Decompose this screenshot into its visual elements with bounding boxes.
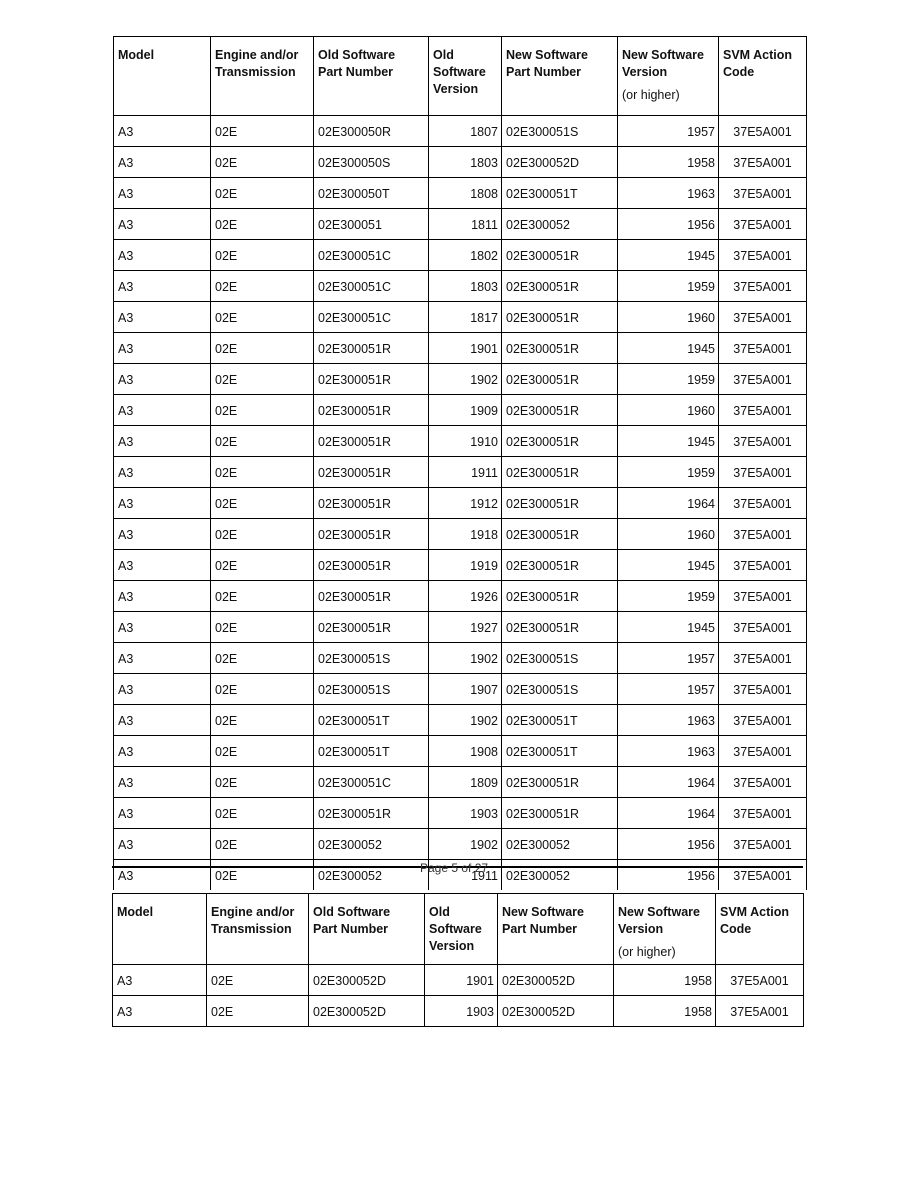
- cell-engine: 02E: [211, 612, 314, 643]
- cell-model: A3: [114, 550, 211, 581]
- software-table-part1: [113, 36, 807, 890]
- table-row: [114, 240, 807, 271]
- cell-svm-code: 37E5A001: [719, 519, 807, 550]
- cell-svm-code: 37E5A001: [719, 550, 807, 581]
- table-header-row: [114, 37, 807, 116]
- cell-new-version: 1964: [618, 798, 719, 829]
- cell-old-part: 02E300051S: [314, 643, 429, 674]
- cell-model: A3: [114, 581, 211, 612]
- cell-old-part: 02E300050T: [314, 178, 429, 209]
- cell-new-part: 02E300051R: [502, 550, 618, 581]
- cell-new-version: 1957: [618, 643, 719, 674]
- table-row: [114, 829, 807, 860]
- cell-old-version: 1902: [429, 643, 502, 674]
- cell-engine: 02E: [211, 705, 314, 736]
- header-engine: Engine and/or Transmission: [207, 894, 309, 965]
- cell-old-part: 02E300051S: [314, 674, 429, 705]
- cell-old-part: 02E300051R: [314, 457, 429, 488]
- cell-new-part: 02E300052: [502, 209, 618, 240]
- cell-model: A3: [114, 705, 211, 736]
- header-old-part: Old Software Part Number: [314, 37, 429, 116]
- cell-model: A3: [114, 612, 211, 643]
- cell-new-part: 02E300051R: [502, 333, 618, 364]
- cell-new-part: 02E300051T: [502, 705, 618, 736]
- table-row: [114, 519, 807, 550]
- cell-new-part: 02E300051S: [502, 643, 618, 674]
- header-old-version: Old Software Version: [425, 894, 498, 965]
- cell-new-version: 1958: [618, 147, 719, 178]
- cell-new-version: 1963: [618, 705, 719, 736]
- cell-svm-code: 37E5A001: [719, 736, 807, 767]
- cell-model: A3: [114, 829, 211, 860]
- cell-new-version: 1945: [618, 333, 719, 364]
- cell-new-version: 1963: [618, 736, 719, 767]
- table-row: [114, 426, 807, 457]
- cell-engine: 02E: [207, 996, 309, 1027]
- cell-svm-code: 37E5A001: [719, 798, 807, 829]
- cell-old-version: 1807: [429, 116, 502, 147]
- cell-new-part: 02E300051R: [502, 581, 618, 612]
- table-row: [114, 147, 807, 178]
- cell-old-version: 1809: [429, 767, 502, 798]
- cell-engine: 02E: [211, 643, 314, 674]
- cell-new-version: 1964: [618, 488, 719, 519]
- cell-new-part: 02E300052D: [498, 965, 614, 996]
- cell-model: A3: [114, 426, 211, 457]
- table-row: [113, 996, 804, 1027]
- cell-new-part: 02E300051T: [502, 178, 618, 209]
- table-body-part2: [113, 965, 804, 1027]
- cell-new-version: 1945: [618, 612, 719, 643]
- cell-new-version: 1959: [618, 581, 719, 612]
- cell-engine: 02E: [211, 829, 314, 860]
- cell-old-part: 02E300051: [314, 209, 429, 240]
- cell-old-version: 1918: [429, 519, 502, 550]
- cell-old-part: 02E300051R: [314, 426, 429, 457]
- cell-old-part: 02E300052D: [309, 996, 425, 1027]
- cell-old-part: 02E300052: [314, 829, 429, 860]
- header-old-version: Old Software Version: [429, 37, 502, 116]
- cell-new-part: 02E300051R: [502, 519, 618, 550]
- cell-model: A3: [114, 736, 211, 767]
- cell-new-version: 1959: [618, 364, 719, 395]
- cell-model: A3: [114, 147, 211, 178]
- cell-new-version: 1956: [618, 860, 719, 891]
- cell-model: A3: [113, 996, 207, 1027]
- table-row: [114, 612, 807, 643]
- cell-old-part: 02E300051R: [314, 550, 429, 581]
- header-new-version: New Software Version (or higher): [614, 894, 716, 965]
- cell-engine: 02E: [211, 860, 314, 891]
- cell-new-part: 02E300052: [502, 829, 618, 860]
- cell-new-version: 1958: [614, 996, 716, 1027]
- cell-old-version: 1927: [429, 612, 502, 643]
- cell-engine: 02E: [211, 240, 314, 271]
- cell-new-part: 02E300051S: [502, 116, 618, 147]
- cell-svm-code: 37E5A001: [719, 395, 807, 426]
- cell-svm-code: 37E5A001: [719, 209, 807, 240]
- cell-engine: 02E: [211, 457, 314, 488]
- cell-old-version: 1817: [429, 302, 502, 333]
- cell-svm-code: 37E5A001: [719, 581, 807, 612]
- cell-old-part: 02E300051T: [314, 736, 429, 767]
- cell-engine: 02E: [211, 116, 314, 147]
- cell-model: A3: [114, 240, 211, 271]
- cell-old-part: 02E300051C: [314, 767, 429, 798]
- cell-new-part: 02E300051R: [502, 798, 618, 829]
- cell-engine: 02E: [211, 395, 314, 426]
- table-row: [114, 705, 807, 736]
- page-footer-fragment: Page 5 of 27: [420, 861, 489, 875]
- cell-engine: 02E: [211, 519, 314, 550]
- cell-engine: 02E: [211, 271, 314, 302]
- table-row: [114, 767, 807, 798]
- cell-model: A3: [114, 364, 211, 395]
- cell-engine: 02E: [211, 364, 314, 395]
- cell-svm-code: 37E5A001: [719, 426, 807, 457]
- table-row: [114, 457, 807, 488]
- cell-svm-code: 37E5A001: [719, 333, 807, 364]
- cell-model: A3: [114, 519, 211, 550]
- cell-old-part: 02E300052D: [309, 965, 425, 996]
- cell-old-version: 1901: [425, 965, 498, 996]
- cell-old-version: 1926: [429, 581, 502, 612]
- cell-new-version: 1945: [618, 426, 719, 457]
- header-new-part: New Software Part Number: [498, 894, 614, 965]
- table-row: [114, 364, 807, 395]
- cell-new-part: 02E300051R: [502, 612, 618, 643]
- cell-engine: 02E: [211, 767, 314, 798]
- cell-new-version: 1959: [618, 457, 719, 488]
- cell-old-part: 02E300051R: [314, 333, 429, 364]
- cell-new-part: 02E300051R: [502, 767, 618, 798]
- cell-new-version: 1960: [618, 302, 719, 333]
- cell-svm-code: 37E5A001: [719, 147, 807, 178]
- table-row: [114, 302, 807, 333]
- cell-model: A3: [114, 798, 211, 829]
- cell-model: A3: [114, 271, 211, 302]
- cell-engine: 02E: [211, 550, 314, 581]
- table-row: [114, 550, 807, 581]
- cell-model: A3: [114, 767, 211, 798]
- cell-old-version: 1909: [429, 395, 502, 426]
- cell-new-part: 02E300051R: [502, 395, 618, 426]
- cell-old-part: 02E300050S: [314, 147, 429, 178]
- cell-old-part: 02E300051R: [314, 612, 429, 643]
- cell-svm-code: 37E5A001: [719, 178, 807, 209]
- cell-svm-code: 37E5A001: [719, 674, 807, 705]
- cell-svm-code: 37E5A001: [719, 612, 807, 643]
- cell-engine: 02E: [211, 736, 314, 767]
- cell-old-version: 1803: [429, 271, 502, 302]
- header-model: Model: [114, 37, 211, 116]
- cell-old-version: 1808: [429, 178, 502, 209]
- cell-new-part: 02E300051R: [502, 364, 618, 395]
- table-row: [114, 395, 807, 426]
- cell-model: A3: [114, 178, 211, 209]
- cell-engine: 02E: [211, 302, 314, 333]
- cell-model: A3: [114, 116, 211, 147]
- cell-model: A3: [113, 965, 207, 996]
- cell-old-version: 1802: [429, 240, 502, 271]
- cell-svm-code: 37E5A001: [716, 996, 804, 1027]
- cell-model: A3: [114, 488, 211, 519]
- cell-model: A3: [114, 302, 211, 333]
- cell-new-version: 1945: [618, 550, 719, 581]
- cell-engine: 02E: [211, 798, 314, 829]
- software-table-part2: [112, 893, 804, 1027]
- cell-old-part: 02E300051R: [314, 364, 429, 395]
- cell-new-version: 1958: [614, 965, 716, 996]
- cell-new-part: 02E300051R: [502, 302, 618, 333]
- cell-model: A3: [114, 333, 211, 364]
- cell-engine: 02E: [211, 333, 314, 364]
- cell-model: A3: [114, 209, 211, 240]
- cell-old-version: 1908: [429, 736, 502, 767]
- cell-old-version: 1902: [429, 364, 502, 395]
- cell-svm-code: 37E5A001: [719, 271, 807, 302]
- cell-old-part: 02E300051R: [314, 798, 429, 829]
- cell-old-part: 02E300051T: [314, 705, 429, 736]
- cell-old-version: 1803: [429, 147, 502, 178]
- cell-new-version: 1960: [618, 395, 719, 426]
- cell-svm-code: 37E5A001: [716, 965, 804, 996]
- cell-new-version: 1957: [618, 674, 719, 705]
- cell-model: A3: [114, 860, 211, 891]
- header-svm-code: SVM Action Code: [716, 894, 804, 965]
- cell-old-version: 1919: [429, 550, 502, 581]
- cell-new-version: 1956: [618, 829, 719, 860]
- cell-new-version: 1964: [618, 767, 719, 798]
- table-row: [114, 209, 807, 240]
- cell-old-version: 1910: [429, 426, 502, 457]
- cell-svm-code: 37E5A001: [719, 860, 807, 891]
- cell-engine: 02E: [211, 581, 314, 612]
- cell-model: A3: [114, 457, 211, 488]
- cell-old-part: 02E300050R: [314, 116, 429, 147]
- cell-old-version: 1903: [429, 798, 502, 829]
- table-body-part1: [114, 116, 807, 891]
- cell-model: A3: [114, 395, 211, 426]
- cell-model: A3: [114, 643, 211, 674]
- header-new-part: New Software Part Number: [502, 37, 618, 116]
- cell-new-part: 02E300052D: [502, 147, 618, 178]
- cell-old-version: 1911: [429, 860, 502, 891]
- cell-svm-code: 37E5A001: [719, 643, 807, 674]
- cell-old-version: 1902: [429, 705, 502, 736]
- table-row: [114, 116, 807, 147]
- cell-svm-code: 37E5A001: [719, 364, 807, 395]
- cell-new-part: 02E300051R: [502, 240, 618, 271]
- cell-new-part: 02E300051R: [502, 426, 618, 457]
- cell-new-part: 02E300051R: [502, 271, 618, 302]
- header-model: Model: [113, 894, 207, 965]
- cell-old-version: 1912: [429, 488, 502, 519]
- table-row: [114, 643, 807, 674]
- cell-new-part: 02E300052: [502, 860, 618, 891]
- table-row: [114, 178, 807, 209]
- table-row: [114, 581, 807, 612]
- cell-new-part: 02E300052D: [498, 996, 614, 1027]
- cell-new-part: 02E300051T: [502, 736, 618, 767]
- cell-new-version: 1959: [618, 271, 719, 302]
- table-row: [114, 333, 807, 364]
- table-row: [114, 674, 807, 705]
- table-row: [114, 271, 807, 302]
- cell-new-part: 02E300051R: [502, 457, 618, 488]
- table-row: [114, 736, 807, 767]
- cell-svm-code: 37E5A001: [719, 705, 807, 736]
- header-old-part: Old Software Part Number: [309, 894, 425, 965]
- cell-old-version: 1903: [425, 996, 498, 1027]
- cell-old-part: 02E300052: [314, 860, 429, 891]
- cell-old-part: 02E300051C: [314, 271, 429, 302]
- cell-engine: 02E: [211, 178, 314, 209]
- cell-new-part: 02E300051R: [502, 488, 618, 519]
- cell-new-version: 1956: [618, 209, 719, 240]
- cell-old-version: 1902: [429, 829, 502, 860]
- cell-old-part: 02E300051C: [314, 302, 429, 333]
- cell-svm-code: 37E5A001: [719, 240, 807, 271]
- header-engine: Engine and/or Transmission: [211, 37, 314, 116]
- cell-svm-code: 37E5A001: [719, 302, 807, 333]
- cell-svm-code: 37E5A001: [719, 829, 807, 860]
- cell-old-version: 1811: [429, 209, 502, 240]
- cell-svm-code: 37E5A001: [719, 767, 807, 798]
- cell-old-part: 02E300051C: [314, 240, 429, 271]
- header-svm-code: SVM Action Code: [719, 37, 807, 116]
- cell-old-part: 02E300051R: [314, 519, 429, 550]
- cell-old-version: 1907: [429, 674, 502, 705]
- cell-engine: 02E: [211, 488, 314, 519]
- cell-engine: 02E: [211, 426, 314, 457]
- cell-svm-code: 37E5A001: [719, 457, 807, 488]
- cell-new-version: 1960: [618, 519, 719, 550]
- table-row: [114, 488, 807, 519]
- cell-new-part: 02E300051S: [502, 674, 618, 705]
- cell-engine: 02E: [207, 965, 309, 996]
- table-header-row: [113, 894, 804, 965]
- table-row: [114, 798, 807, 829]
- cell-old-part: 02E300051R: [314, 581, 429, 612]
- cell-old-version: 1911: [429, 457, 502, 488]
- header-new-version: New Software Version (or higher): [618, 37, 719, 116]
- cell-engine: 02E: [211, 674, 314, 705]
- cell-new-version: 1963: [618, 178, 719, 209]
- cell-engine: 02E: [211, 147, 314, 178]
- cell-old-part: 02E300051R: [314, 488, 429, 519]
- table-row: [113, 965, 804, 996]
- cell-new-version: 1945: [618, 240, 719, 271]
- cell-old-part: 02E300051R: [314, 395, 429, 426]
- cell-new-version: 1957: [618, 116, 719, 147]
- cell-engine: 02E: [211, 209, 314, 240]
- cell-model: A3: [114, 674, 211, 705]
- cell-svm-code: 37E5A001: [719, 488, 807, 519]
- cell-old-version: 1901: [429, 333, 502, 364]
- cell-svm-code: 37E5A001: [719, 116, 807, 147]
